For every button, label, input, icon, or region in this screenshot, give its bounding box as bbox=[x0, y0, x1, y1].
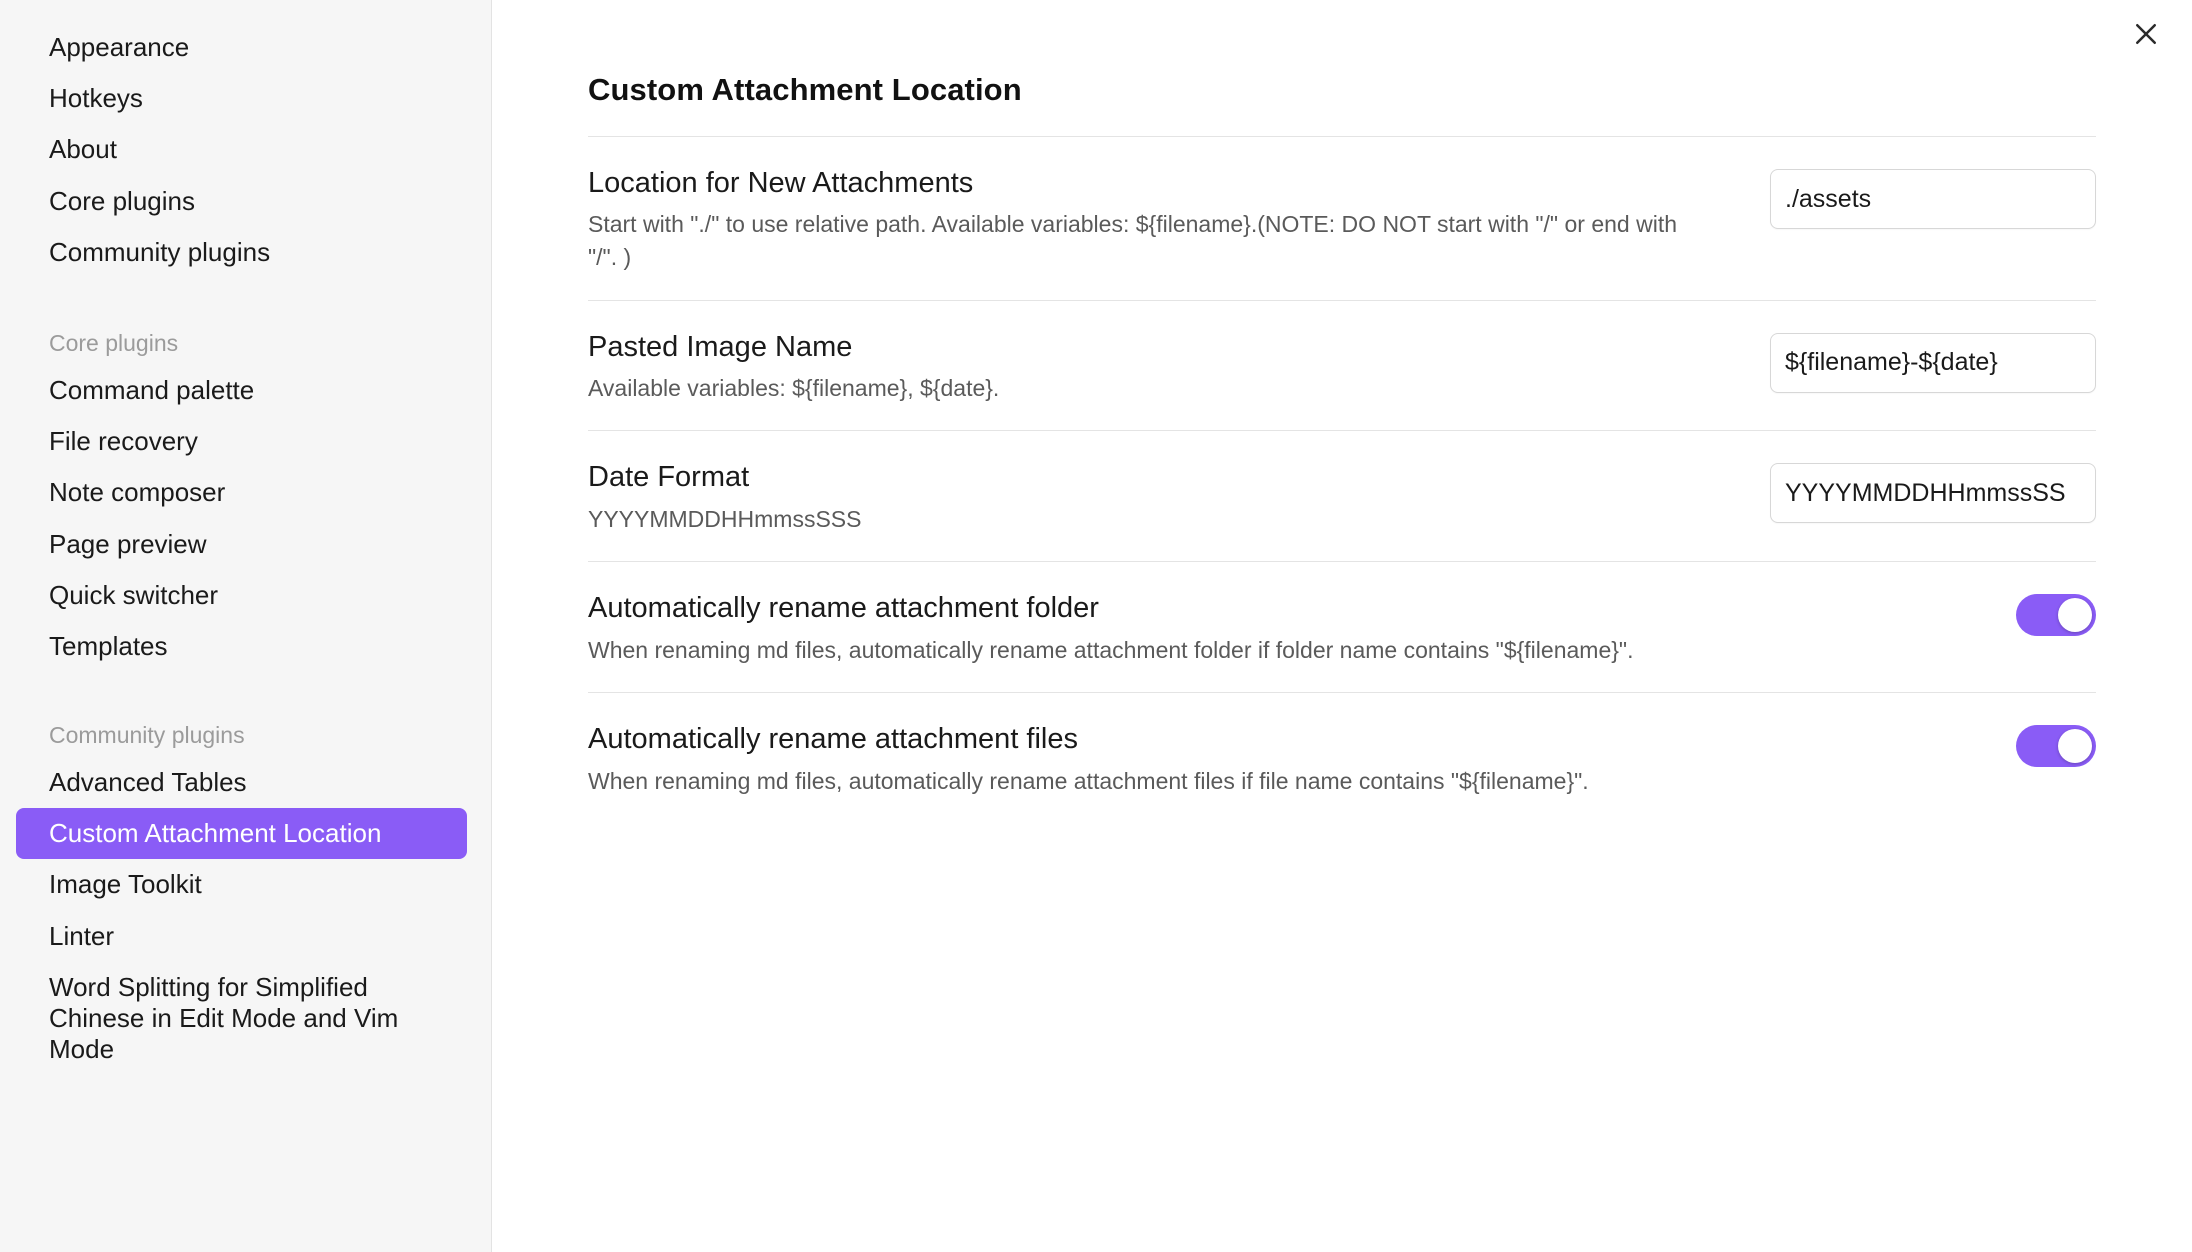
close-icon[interactable] bbox=[2122, 10, 2170, 58]
sidebar-item-label: File recovery bbox=[49, 426, 198, 457]
setting-description: Start with "./" to use relative path. Available variables: ${filename}.(NOTE: DO NOT start with "/" or end with "/". ) bbox=[588, 211, 1677, 270]
setting-name: Automatically rename attachment files bbox=[588, 723, 1078, 756]
setting-description: Available variables: ${filename}, ${date}. bbox=[588, 374, 1000, 401]
setting-description: When renaming md files, automatically rename attachment files if file name contains "${filename}". bbox=[588, 767, 1589, 794]
sidebar-item-word-splitting[interactable] bbox=[16, 962, 467, 1076]
sidebar-item-advanced-tables[interactable] bbox=[16, 757, 467, 808]
setting-control bbox=[1770, 459, 2096, 523]
setting-row-auto-rename-attachment-folder bbox=[588, 561, 2096, 692]
setting-control bbox=[2016, 721, 2096, 767]
sidebar-heading-core-plugins: Core plugins bbox=[49, 329, 179, 356]
setting-info bbox=[588, 459, 1730, 535]
setting-row-pasted-image-name bbox=[588, 300, 2096, 431]
setting-description: YYYYMMDDHHmmssSSS bbox=[588, 505, 862, 532]
sidebar-item-about[interactable] bbox=[16, 124, 467, 175]
sidebar-item-label: Hotkeys bbox=[49, 83, 143, 114]
pasted-image-name-input[interactable] bbox=[1770, 333, 2096, 393]
setting-description: When renaming md files, automatically rename attachment folder if folder name contains "${filename}". bbox=[588, 636, 1634, 663]
page-title: Custom Attachment Location bbox=[588, 72, 1022, 107]
sidebar-item-label: Custom Attachment Location bbox=[49, 818, 382, 849]
setting-info bbox=[588, 721, 1976, 797]
setting-name: Date Format bbox=[588, 461, 750, 494]
setting-name: Pasted Image Name bbox=[588, 330, 853, 363]
sidebar-item-label: Templates bbox=[49, 630, 168, 661]
setting-info bbox=[588, 165, 1730, 274]
sidebar-item-label: Linter bbox=[49, 920, 115, 951]
location-for-new-attachments-input[interactable] bbox=[1770, 169, 2096, 229]
sidebar-item-command-palette[interactable] bbox=[16, 365, 467, 416]
settings-main-panel bbox=[492, 0, 2192, 1252]
auto-rename-attachment-folder-toggle[interactable] bbox=[2016, 594, 2096, 636]
setting-info bbox=[588, 590, 1976, 666]
date-format-input[interactable] bbox=[1770, 463, 2096, 523]
sidebar-item-hotkeys[interactable] bbox=[16, 73, 467, 124]
sidebar-item-label: Quick switcher bbox=[49, 579, 219, 610]
sidebar-item-label: Community plugins bbox=[49, 236, 271, 267]
sidebar-item-core-plugins[interactable] bbox=[16, 176, 467, 227]
settings-sidebar bbox=[0, 0, 492, 1252]
sidebar-item-label: Note composer bbox=[49, 477, 226, 508]
sidebar-item-label: Command palette bbox=[49, 374, 255, 405]
sidebar-item-label: Image Toolkit bbox=[49, 869, 202, 900]
setting-name: Location for New Attachments bbox=[588, 167, 974, 199]
sidebar-item-image-toolkit[interactable] bbox=[16, 859, 467, 910]
setting-row-location-for-new-attachments bbox=[588, 136, 2096, 300]
toggle-knob bbox=[2058, 598, 2092, 632]
setting-row-auto-rename-attachment-files bbox=[588, 692, 2096, 823]
sidebar-item-file-recovery[interactable] bbox=[16, 416, 467, 467]
setting-control bbox=[1770, 329, 2096, 393]
sidebar-item-label: Advanced Tables bbox=[49, 767, 247, 798]
sidebar-item-label: Core plugins bbox=[49, 185, 195, 216]
sidebar-item-linter[interactable] bbox=[16, 911, 467, 962]
setting-row-date-format bbox=[588, 430, 2096, 561]
setting-control bbox=[2016, 590, 2096, 636]
sidebar-heading-community-plugins: Community plugins bbox=[49, 722, 245, 749]
sidebar-spacer bbox=[0, 278, 491, 320]
setting-control bbox=[1770, 165, 2096, 229]
sidebar-item-community-plugins[interactable] bbox=[16, 227, 467, 278]
sidebar-item-appearance[interactable] bbox=[16, 22, 467, 73]
toggle-knob bbox=[2058, 729, 2092, 763]
sidebar-item-custom-attachment-location[interactable] bbox=[16, 808, 467, 859]
sidebar-item-quick-switcher[interactable] bbox=[16, 570, 467, 621]
sidebar-item-templates[interactable] bbox=[16, 621, 467, 672]
setting-name: Automatically rename attachment folder bbox=[588, 592, 1099, 625]
sidebar-item-page-preview[interactable] bbox=[16, 519, 467, 570]
sidebar-item-note-composer[interactable] bbox=[16, 467, 467, 518]
sidebar-item-label: Appearance bbox=[49, 32, 190, 62]
sidebar-item-label: Word Splitting for Simplified Chinese in Edit Mode and Vim Mode bbox=[49, 971, 399, 1065]
setting-info bbox=[588, 329, 1730, 405]
sidebar-item-label: Page preview bbox=[49, 528, 207, 559]
settings-content bbox=[492, 0, 2192, 823]
sidebar-item-label: About bbox=[49, 134, 117, 165]
sidebar-spacer bbox=[0, 672, 491, 712]
auto-rename-attachment-files-toggle[interactable] bbox=[2016, 725, 2096, 767]
